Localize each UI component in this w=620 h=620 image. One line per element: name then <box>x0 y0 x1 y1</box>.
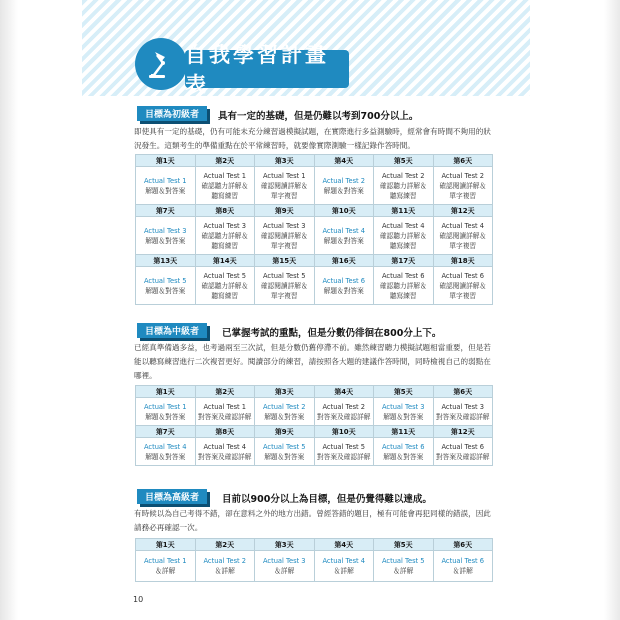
plan-cell-line: ＆詳解 <box>452 567 473 575</box>
plan-cell-line: Actual Test 1 <box>143 557 187 565</box>
plan-cell <box>136 267 196 305</box>
day-header: 第13天 <box>136 255 196 267</box>
day-header: 第10天 <box>314 426 374 438</box>
section-description-beginner: 即使具有一定的基礎，仍有可能未充分練習過模擬試題，在實際進行多益測驗時，經常會有時間不夠用的狀況發生。這類考生的準備重點在於平常練習時，就要像實際測驗一樣記錄作答時間。 <box>134 127 491 150</box>
day-header: 第2天 <box>195 539 255 551</box>
plan-cell <box>374 167 434 205</box>
plan-cell-line: Actual Test 6 <box>381 442 425 451</box>
day-header: 第11天 <box>374 426 434 438</box>
day-header: 第9天 <box>255 426 315 438</box>
plan-cell-line: 對答案及確認詳解 <box>436 412 490 421</box>
plan-cell-line: Actual Test 5 <box>203 271 247 280</box>
plan-cell-line: 單字複習 <box>449 191 477 200</box>
plan-cell-line: 確認聽力詳解＆ <box>201 231 249 240</box>
plan-cell-line: 解題＆對答案 <box>323 186 364 195</box>
plan-cell <box>195 267 255 305</box>
plan-cell-line: 單字複習 <box>270 191 298 200</box>
plan-cell-line: 解題＆對答案 <box>383 412 424 421</box>
section-tag-advanced: 目標為高級者 <box>137 489 207 504</box>
plan-cell-line: 解題＆對答案 <box>264 412 305 421</box>
plan-cell <box>433 438 493 466</box>
section-title-beginner: 具有一定的基礎，但是仍難以考到700分以上。 <box>218 111 419 122</box>
plan-cell <box>136 217 196 255</box>
plan-cell-line: Actual Test 6 <box>441 442 485 451</box>
day-header: 第4天 <box>314 386 374 398</box>
plan-cell-line: 確認閱讀詳解＆ <box>260 281 308 290</box>
plan-cell <box>374 217 434 255</box>
plan-cell-line: 聽寫練習 <box>389 291 417 300</box>
plan-cell-line: Actual Test 3 <box>262 557 306 565</box>
plan-cell-line: 確認聽力詳解＆ <box>379 231 427 240</box>
plan-cell <box>433 167 493 205</box>
plan-cell-line: 確認閱讀詳解＆ <box>439 281 487 290</box>
section-description-advanced: 有時候以為自己考得不錯，卻在意料之外的地方出錯。曾經答錯的題目，極有可能會再犯同樣的錯誤，因此請務必再確認一次。 <box>134 509 491 532</box>
day-header: 第9天 <box>255 205 315 217</box>
page-number: 10 <box>133 595 144 604</box>
plan-cell-line: Actual Test 4 <box>322 226 366 235</box>
plan-cell-line: Actual Test 5 <box>262 442 306 451</box>
lamp-icon <box>135 38 187 90</box>
plan-cell-line: Actual Test 5 <box>262 271 306 280</box>
plan-cell-line: Actual Test 6 <box>381 271 425 280</box>
plan-cell <box>255 267 315 305</box>
plan-cell-line: Actual Test 2 <box>262 402 306 411</box>
plan-cell-line: ＆詳解 <box>333 567 354 575</box>
plan-cell <box>374 551 434 582</box>
plan-cell-line: 解題＆對答案 <box>145 186 186 195</box>
plan-cell-line: Actual Test 3 <box>262 221 306 230</box>
plan-cell <box>136 398 196 426</box>
plan-cell-line: 解題＆對答案 <box>383 452 424 461</box>
plan-cell-line: Actual Test 4 <box>381 221 425 230</box>
day-header: 第7天 <box>136 205 196 217</box>
plan-cell-line: Actual Test 3 <box>381 402 425 411</box>
plan-cell-line: 解題＆對答案 <box>145 236 186 245</box>
section-title-intermediate: 已掌握考試的重點，但是分數仍徘徊在800分上下。 <box>222 328 442 339</box>
plan-cell <box>314 267 374 305</box>
study-plan-table-intermediate <box>135 385 493 466</box>
plan-cell <box>314 438 374 466</box>
day-header: 第8天 <box>195 426 255 438</box>
plan-cell <box>255 167 315 205</box>
plan-cell-line: Actual Test 3 <box>203 221 247 230</box>
plan-cell <box>136 438 196 466</box>
plan-cell-line: 確認閱讀詳解＆ <box>260 231 308 240</box>
plan-cell-line: Actual Test 4 <box>203 442 247 451</box>
plan-cell-line: Actual Test 1 <box>262 171 306 180</box>
plan-cell-line: Actual Test 2 <box>322 402 366 411</box>
plan-cell-line: Actual Test 1 <box>203 171 247 180</box>
day-header: 第3天 <box>255 539 315 551</box>
plan-cell-line: 解題＆對答案 <box>323 236 364 245</box>
section-tag-intermediate: 目標為中級者 <box>137 323 207 338</box>
day-header: 第16天 <box>314 255 374 267</box>
day-header: 第6天 <box>433 539 493 551</box>
plan-cell-line: 單字複習 <box>449 241 477 250</box>
day-header: 第3天 <box>255 386 315 398</box>
plan-cell-line: Actual Test 5 <box>322 442 366 451</box>
plan-cell-line: 聽寫練習 <box>211 191 239 200</box>
plan-cell <box>433 217 493 255</box>
plan-cell <box>195 551 255 582</box>
plan-cell-line: Actual Test 4 <box>322 557 366 565</box>
plan-cell-line: Actual Test 6 <box>441 557 485 565</box>
plan-cell <box>195 217 255 255</box>
plan-cell-line: 單字複習 <box>270 291 298 300</box>
plan-cell-line: 解題＆對答案 <box>145 286 186 295</box>
day-header: 第4天 <box>314 539 374 551</box>
plan-cell <box>374 398 434 426</box>
plan-cell <box>255 398 315 426</box>
plan-cell-line: 聽寫練習 <box>389 241 417 250</box>
day-header: 第8天 <box>195 205 255 217</box>
plan-cell-line: 解題＆對答案 <box>145 452 186 461</box>
day-header: 第18天 <box>433 255 493 267</box>
plan-cell-line: 對答案及確認詳解 <box>198 452 252 461</box>
plan-cell-line: Actual Test 1 <box>203 402 247 411</box>
plan-cell-line: ＆詳解 <box>214 567 235 575</box>
plan-cell <box>433 398 493 426</box>
day-header: 第5天 <box>374 155 434 167</box>
plan-cell <box>433 267 493 305</box>
day-header: 第6天 <box>433 386 493 398</box>
plan-cell <box>195 167 255 205</box>
plan-cell <box>255 217 315 255</box>
day-header: 第2天 <box>195 155 255 167</box>
plan-cell <box>136 167 196 205</box>
day-header: 第10天 <box>314 205 374 217</box>
plan-cell-line: 解題＆對答案 <box>323 286 364 295</box>
plan-cell-line: Actual Test 1 <box>143 402 187 411</box>
plan-cell-line: Actual Test 2 <box>322 176 366 185</box>
plan-cell-line: Actual Test 5 <box>143 276 187 285</box>
plan-cell-line: 對答案及確認詳解 <box>317 412 371 421</box>
plan-cell-line: Actual Test 3 <box>143 226 187 235</box>
day-header: 第15天 <box>255 255 315 267</box>
section-description-intermediate: 已經真準備過多益，也考過兩至三次試，但是分數仍舊停滯不前。雖然練習聽力模擬試題相當重要，但是若能以聽寫練習進行二次複習更好。閱讀部分的練習，請按照各大題的建議作答時間，同時檢視自己的弱點在哪裡。 <box>134 343 491 380</box>
plan-cell <box>314 398 374 426</box>
day-header: 第2天 <box>195 386 255 398</box>
page-title: 自我學習計畫表 <box>185 50 349 88</box>
plan-cell-line: Actual Test 4 <box>143 442 187 451</box>
day-header: 第14天 <box>195 255 255 267</box>
plan-cell <box>314 167 374 205</box>
plan-cell <box>433 551 493 582</box>
study-plan-table-beginner <box>135 154 493 305</box>
day-header: 第12天 <box>433 205 493 217</box>
plan-cell <box>374 438 434 466</box>
day-header: 第3天 <box>255 155 315 167</box>
day-header: 第17天 <box>374 255 434 267</box>
plan-cell <box>314 551 374 582</box>
plan-cell-line: Actual Test 2 <box>441 171 485 180</box>
plan-cell <box>195 438 255 466</box>
plan-cell-line: ＆詳解 <box>155 567 176 575</box>
day-header: 第6天 <box>433 155 493 167</box>
plan-cell-line: 確認聽力詳解＆ <box>201 281 249 290</box>
plan-cell-line: Actual Test 6 <box>322 276 366 285</box>
section-tag-beginner: 目標為初級者 <box>137 106 207 121</box>
day-header: 第1天 <box>136 539 196 551</box>
plan-cell-line: 確認聽力詳解＆ <box>379 181 427 190</box>
plan-cell-line: 解題＆對答案 <box>145 412 186 421</box>
day-header: 第5天 <box>374 539 434 551</box>
plan-cell-line: 確認聽力詳解＆ <box>379 281 427 290</box>
plan-cell-line: Actual Test 5 <box>381 557 425 565</box>
day-header: 第7天 <box>136 426 196 438</box>
plan-cell-line: Actual Test 4 <box>441 221 485 230</box>
plan-cell-line: 單字複習 <box>449 291 477 300</box>
plan-cell-line: 確認閱讀詳解＆ <box>439 231 487 240</box>
day-header: 第12天 <box>433 426 493 438</box>
plan-cell-line: Actual Test 6 <box>441 271 485 280</box>
plan-cell-line: 確認閱讀詳解＆ <box>260 181 308 190</box>
plan-cell-line: 確認閱讀詳解＆ <box>439 181 487 190</box>
plan-cell-line: 確認聽力詳解＆ <box>201 181 249 190</box>
plan-cell-line: 聽寫練習 <box>389 191 417 200</box>
plan-cell <box>195 398 255 426</box>
plan-cell-line: 解題＆對答案 <box>264 452 305 461</box>
day-header: 第1天 <box>136 386 196 398</box>
plan-cell-line: Actual Test 3 <box>441 402 485 411</box>
plan-cell <box>374 267 434 305</box>
plan-cell <box>255 551 315 582</box>
day-header: 第5天 <box>374 386 434 398</box>
plan-cell <box>314 217 374 255</box>
plan-cell <box>255 438 315 466</box>
day-header: 第4天 <box>314 155 374 167</box>
plan-cell-line: 對答案及確認詳解 <box>436 452 490 461</box>
section-title-advanced: 目前以900分以上為目標，但是仍覺得難以達成。 <box>222 494 432 505</box>
plan-cell-line: Actual Test 2 <box>203 557 247 565</box>
plan-cell-line: Actual Test 2 <box>381 171 425 180</box>
plan-cell-line: 對答案及確認詳解 <box>198 412 252 421</box>
study-plan-table-advanced <box>135 538 493 582</box>
day-header: 第1天 <box>136 155 196 167</box>
day-header: 第11天 <box>374 205 434 217</box>
plan-cell-line: 聽寫練習 <box>211 291 239 300</box>
plan-cell-line: 單字複習 <box>270 241 298 250</box>
plan-cell <box>136 551 196 582</box>
plan-cell-line: ＆詳解 <box>274 567 295 575</box>
plan-cell-line: Actual Test 1 <box>143 176 187 185</box>
plan-cell-line: ＆詳解 <box>393 567 414 575</box>
plan-cell-line: 對答案及確認詳解 <box>317 452 371 461</box>
plan-cell-line: 聽寫練習 <box>211 241 239 250</box>
